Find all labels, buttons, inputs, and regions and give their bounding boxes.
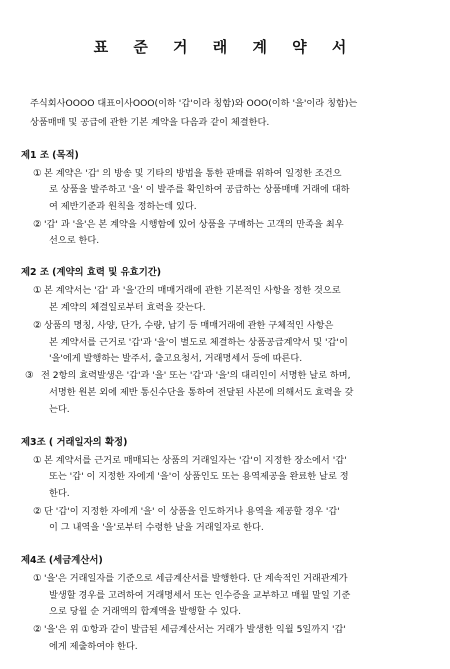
clause-line: '을'에게 발행하는 발주서, 출고요청서, 거래명세서 등에 따른다. — [49, 353, 303, 364]
clause-line: '을'은 거래일자를 기준으로 세금계산서를 발행한다. 단 계속적인 거래관계가 — [44, 573, 348, 584]
clause-line: 한다. — [49, 488, 70, 499]
clause-line: 서명한 원본 외에 제반 통신수단을 통하여 전달된 사본에 의해서도 효력을 갖 — [49, 387, 354, 398]
clause-line: 본 계약서는 '갑' 과 '을'간의 매매거래에 관한 기본적인 사항을 정한 것으로 — [44, 285, 341, 296]
article-heading: 제4조 (세금계산서) — [21, 555, 103, 566]
item-number-marker: ③ — [25, 370, 34, 381]
intro-line: 상품매매 및 공급에 관한 기본 계약을 다음과 같이 체결한다. — [30, 117, 270, 128]
item-number-marker: ② — [33, 624, 42, 635]
clause-line: 발생할 경우를 고려하여 거래명세서 또는 인수증을 교부하고 매월 말일 기준 — [49, 590, 351, 601]
clause-line: 전 2항의 효력발생은 '갑'과 '을' 또는 '갑'과 '을'의 대리인이 서명한 날로 하며, — [41, 370, 351, 381]
clause-line: 으로 당월 순 거래액의 합계액을 발행할 수 있다. — [49, 606, 241, 617]
item-number-marker: ① — [33, 285, 42, 296]
intro-line: 주식회사OOOO 대표이사OOO(이하 '갑'이라 칭함)와 OOO(이하 '을'이라 칭함)는 — [30, 98, 358, 109]
item-number-marker: ② — [33, 219, 42, 230]
item-number-marker: ① — [33, 455, 42, 466]
clause-line: 선으로 한다. — [49, 235, 100, 246]
clause-line: 단 '갑'이 지정한 자에게 '을' 이 상품을 인도하거나 용역을 제공할 경우 '갑' — [44, 506, 340, 517]
clause-line: 여 제반기준과 원칙을 정하는데 있다. — [49, 201, 197, 212]
clause-line: 에게 제출하여야 한다. — [49, 641, 138, 652]
clause-line: '갑' 과 '을'은 본 계약을 시행함에 있어 상품을 구매하는 고객의 만족을 최우 — [44, 219, 344, 230]
document-title: 표 준 거 래 계 약 서 — [93, 38, 357, 56]
article-heading: 제1 조 (목적) — [21, 150, 79, 161]
article-heading: 제2 조 (계약의 효력 및 유효기간) — [21, 267, 162, 278]
clause-line: 또는 '갑' 이 지정한 자에게 '을'이 상품인도 또는 용역제공을 완료한 날로 정 — [49, 471, 349, 482]
item-number-marker: ② — [33, 506, 42, 517]
clause-line: 는다. — [49, 404, 70, 415]
clause-line: 본 계약의 체결일로부터 효력을 갖는다. — [49, 302, 206, 313]
clause-line: 본 계약은 '갑' 의 방송 및 기타의 방법을 통한 판매를 위하여 일정한 조건으 — [44, 168, 342, 179]
clause-line: 본 계약서를 근거로 '갑'과 '을'이 별도로 체결하는 상품공급계약서 및 '갑'이 — [49, 337, 348, 348]
article-heading: 제3조 ( 거래일자의 확정) — [21, 437, 128, 448]
clause-line: 본 계약서를 근거로 매매되는 상품의 거래일자는 '갑'이 지정한 장소에서 '갑' — [44, 455, 347, 466]
clause-line: '을'은 위 ①항과 같이 발급된 세금계산서는 거래가 발생한 익월 5일까지 '갑' — [44, 624, 346, 635]
clause-line: 이 그 내역을 '을'로부터 수령한 날을 거래일자로 한다. — [49, 522, 264, 533]
clause-line: 로 상품을 발주하고 '을' 이 발주를 확인하여 공급하는 상품매매 거래에 대하 — [49, 184, 350, 195]
item-number-marker: ② — [33, 320, 42, 331]
item-number-marker: ① — [33, 573, 42, 584]
item-number-marker: ① — [33, 168, 42, 179]
clause-line: 상품의 명칭, 사양, 단가, 수량, 납기 등 매매거래에 관한 구체적인 사항은 — [44, 320, 334, 331]
